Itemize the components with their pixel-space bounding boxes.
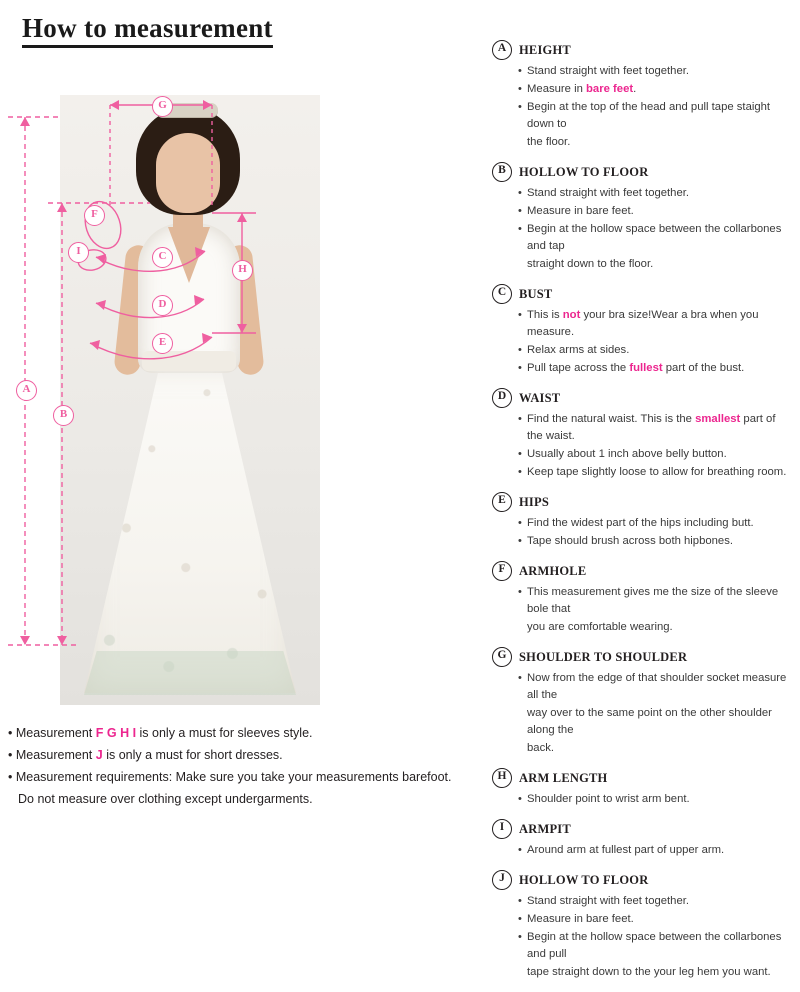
instruction-line-h-1: [518, 791, 792, 808]
instruction-header-j: [492, 870, 792, 890]
instruction-seg-j-3-1: Begin at the hollow space between the collarbones and pull: [527, 931, 782, 960]
instruction-seg-f-2-1: you are comfortable wearing.: [527, 621, 673, 633]
model-face: [156, 133, 220, 213]
instruction-line-g-2: [518, 705, 792, 739]
letter-badge-b: B: [492, 162, 512, 182]
instruction-header-i: [492, 819, 792, 839]
instruction-line-b-4: [518, 256, 792, 273]
instruction-header-d: [492, 388, 792, 408]
instruction-title-e: HIPS: [519, 494, 549, 509]
footer-note-2-seg-1: Measurement: [15, 748, 96, 762]
instruction-seg-c-3-3: part of the bust.: [662, 362, 745, 374]
instruction-seg-a-3-1: Begin at the top of the head and pull tape staight down to: [527, 101, 771, 130]
instruction-bullets-f: [492, 584, 792, 636]
footer-note-2: [8, 744, 468, 766]
instruction-entry-a: [492, 40, 792, 151]
marker-e: E: [152, 333, 173, 354]
instruction-line-j-1: [518, 893, 792, 910]
instruction-entry-e: [492, 492, 792, 550]
instruction-line-e-2: [518, 533, 792, 550]
instruction-line-j-4: [518, 964, 792, 981]
instruction-header-c: [492, 284, 792, 304]
instruction-line-b-3: [518, 221, 792, 255]
instruction-title-i: ARMPIT: [519, 821, 571, 836]
marker-i: I: [68, 242, 89, 263]
instruction-title-g: SHOULDER TO SHOULDER: [519, 649, 688, 664]
instruction-header-f: [492, 561, 792, 581]
instruction-line-b-2: [518, 203, 792, 220]
bullet-dot: •: [8, 770, 16, 784]
instruction-line-f-1: [518, 584, 792, 618]
instruction-title-h: ARM LENGTH: [519, 770, 608, 785]
instruction-seg-d-1-3: part of the waist.: [527, 413, 776, 442]
figure-panel: [0, 55, 470, 715]
instruction-seg-c-1-2: not: [562, 309, 581, 321]
instruction-seg-g-1-1: Now from the edge of that shoulder socket measure all the: [527, 672, 787, 701]
gown-hem: [84, 651, 296, 695]
instruction-title-d: WAIST: [519, 390, 561, 405]
instruction-seg-a-4-1: the floor.: [527, 136, 571, 148]
footer-note-1: [8, 722, 468, 744]
instruction-line-a-2: [518, 81, 792, 98]
instruction-title-a: HEIGHT: [519, 42, 571, 57]
instruction-title-j: HOLLOW TO FLOOR: [519, 872, 649, 887]
instruction-line-d-3: [518, 464, 792, 481]
instruction-header-a: [492, 40, 792, 60]
instruction-seg-h-1-1: Shoulder point to wrist arm bent.: [527, 793, 690, 805]
marker-b: B: [53, 405, 74, 426]
letter-badge-e: E: [492, 492, 512, 512]
letter-badge-c: C: [492, 284, 512, 304]
instruction-seg-c-3-2: fullest: [629, 362, 663, 374]
instruction-line-a-1: [518, 63, 792, 80]
instruction-line-g-1: [518, 670, 792, 704]
instruction-line-g-3: [518, 740, 792, 757]
instruction-bullets-j: [492, 893, 792, 981]
instruction-seg-a-2-1: Measure in: [527, 83, 587, 95]
instruction-line-j-2: [518, 911, 792, 928]
instruction-line-c-3: [518, 360, 792, 377]
instruction-line-b-1: [518, 185, 792, 202]
letter-badge-j: J: [492, 870, 512, 890]
marker-d: D: [152, 295, 173, 316]
instruction-seg-b-3-1: Begin at the hollow space between the collarbones and tap: [527, 223, 782, 252]
letter-badge-g: G: [492, 647, 512, 667]
instruction-seg-c-3-1: Pull tape across the: [527, 362, 630, 374]
instruction-line-a-4: [518, 134, 792, 151]
instruction-seg-d-1-2: smallest: [695, 413, 741, 425]
instruction-bullets-d: [492, 411, 792, 481]
model-photo: [60, 95, 320, 705]
instruction-line-f-2: [518, 619, 792, 636]
instruction-line-c-1: [518, 307, 792, 341]
instruction-line-j-3: [518, 929, 792, 963]
marker-h: H: [232, 260, 253, 281]
instruction-seg-a-2-2: bare feet: [586, 83, 634, 95]
marker-c: C: [152, 247, 173, 268]
instruction-seg-d-2-1: Usually about 1 inch above belly button.: [527, 448, 727, 460]
instruction-seg-a-2-3: .: [633, 83, 637, 95]
instruction-line-d-1: [518, 411, 792, 445]
instruction-bullets-e: [492, 515, 792, 550]
instruction-seg-b-1-1: Stand straight with feet together.: [527, 187, 690, 199]
instruction-seg-g-3-1: back.: [527, 742, 555, 754]
instruction-seg-d-1-1: Find the natural waist. This is the: [527, 413, 696, 425]
instruction-seg-c-1-1: This is: [527, 309, 563, 321]
instruction-seg-i-1-1: Around arm at fullest part of upper arm.: [527, 844, 725, 856]
marker-f: F: [84, 205, 105, 226]
instruction-seg-g-2-1: way over to the same point on the other shoulder along the: [527, 707, 772, 736]
instruction-seg-d-3-1: Keep tape slightly loose to allow for breathing room.: [527, 466, 787, 478]
gown-waistband: [142, 351, 236, 371]
instruction-seg-b-2-1: Measure in bare feet.: [527, 205, 634, 217]
instruction-seg-c-2-1: Relax arms at sides.: [527, 344, 630, 356]
instruction-line-d-2: [518, 446, 792, 463]
letter-badge-f: F: [492, 561, 512, 581]
instruction-line-i-1: [518, 842, 792, 859]
marker-g: G: [152, 96, 173, 117]
instruction-line-a-3: [518, 99, 792, 133]
instruction-entry-g: [492, 647, 792, 757]
instruction-entry-i: [492, 819, 792, 859]
instruction-bullets-b: [492, 185, 792, 273]
footer-note-2-seg-2: J: [95, 748, 107, 762]
letter-badge-d: D: [492, 388, 512, 408]
footer-note-4-seg-1: Do not measure over clothing except undergarments.: [18, 792, 313, 806]
instruction-seg-f-1-1: This measurement gives me the size of the sleeve bole that: [527, 586, 779, 615]
marker-a: A: [16, 380, 37, 401]
instruction-seg-j-2-1: Measure in bare feet.: [527, 913, 634, 925]
bullet-dot: •: [8, 748, 16, 762]
instruction-bullets-a: [492, 63, 792, 151]
instruction-header-g: [492, 647, 792, 667]
letter-badge-i: I: [492, 819, 512, 839]
page-title: How to measurement: [22, 14, 273, 48]
instruction-seg-a-1-1: Stand straight with feet together.: [527, 65, 690, 77]
instruction-seg-e-1-1: Find the widest part of the hips including butt.: [527, 517, 754, 529]
footer-note-4: [8, 788, 468, 810]
instruction-seg-j-1-1: Stand straight with feet together.: [527, 895, 690, 907]
instruction-header-h: [492, 768, 792, 788]
footer-note-2-seg-3: is only a must for short dresses.: [106, 748, 283, 762]
instruction-entry-h: [492, 768, 792, 808]
instruction-title-f: ARMHOLE: [519, 563, 587, 578]
instruction-line-c-2: [518, 342, 792, 359]
letter-badge-a: A: [492, 40, 512, 60]
instruction-bullets-c: [492, 307, 792, 377]
instruction-title-c: BUST: [519, 286, 553, 301]
instruction-title-b: HOLLOW TO FLOOR: [519, 164, 649, 179]
footer-note-3: [8, 766, 468, 788]
instruction-entry-f: [492, 561, 792, 636]
instructions-panel: [492, 40, 792, 992]
footer-note-3-seg-1: Measurement requirements: Make sure you take your measurements barefoot.: [15, 770, 452, 784]
footer-note-1-seg-1: Measurement: [15, 726, 96, 740]
instruction-bullets-i: [492, 842, 792, 859]
instruction-entry-b: [492, 162, 792, 273]
instruction-seg-b-4-1: straight down to the floor.: [527, 258, 654, 270]
footer-note-1-seg-3: is only a must for sleeves style.: [139, 726, 313, 740]
instruction-bullets-h: [492, 791, 792, 808]
instruction-bullets-g: [492, 670, 792, 757]
instruction-seg-e-2-1: Tape should brush across both hipbones.: [527, 535, 733, 547]
instruction-header-e: [492, 492, 792, 512]
instruction-entry-d: [492, 388, 792, 481]
instruction-line-e-1: [518, 515, 792, 532]
instruction-entry-j: [492, 870, 792, 981]
instruction-seg-j-4-1: tape straight down to the your leg hem you want.: [527, 966, 771, 978]
instruction-header-b: [492, 162, 792, 182]
instruction-entry-c: [492, 284, 792, 377]
footer-notes: [8, 722, 468, 810]
instruction-seg-c-1-3: your bra size!Wear a bra when you measure.: [527, 309, 759, 338]
letter-badge-h: H: [492, 768, 512, 788]
bullet-dot: •: [8, 726, 16, 740]
footer-note-1-seg-2: F G H I: [95, 726, 140, 740]
